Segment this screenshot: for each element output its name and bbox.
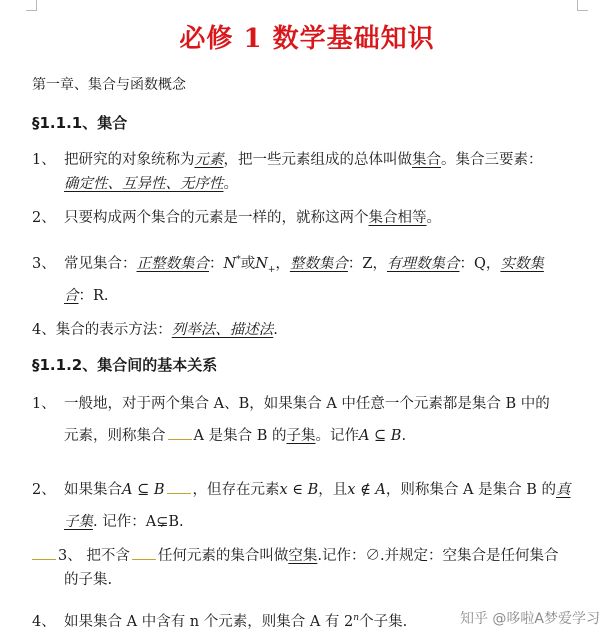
term-equal-sets: 集合相等: [368, 210, 427, 226]
term-reals: 实数集: [500, 256, 544, 272]
page-corner-mark-left: [26, 0, 37, 11]
watermark: 知乎 @哆啦A梦爱学习: [459, 611, 600, 627]
item-number: 1、: [32, 396, 56, 412]
page-title: 必修 1 数学基础知识: [179, 24, 435, 54]
item-number: 3、: [32, 256, 56, 272]
fill-blank: [168, 429, 192, 440]
term-representation-methods: 列举法、描述法: [171, 322, 274, 338]
fill-blank: [32, 549, 56, 560]
item-text-line: 的子集.: [64, 572, 113, 588]
item-text-line: 子集. 记作：A⊊B.: [64, 514, 184, 530]
item-text-line: 确定性、互异性、无序性。: [64, 176, 238, 192]
item-text-line: 常见集合：正整数集合：N*或$N_+$，整数集合：Z，有理数集合：Q，实数集: [64, 255, 544, 275]
fill-blank: [167, 483, 191, 494]
item-text-line: 合：R.: [64, 288, 109, 304]
term-set: 集合: [412, 152, 441, 168]
section-heading-1-1-1: §1.1.1、集合: [32, 114, 128, 132]
term-rationals: 有理数集合: [387, 256, 460, 272]
chapter-heading: 第一章、集合与函数概念: [32, 77, 186, 93]
page-corner-mark-right: [577, 0, 588, 11]
term-element: 元素: [194, 152, 224, 168]
item-text-line: 一般地，对于两个集合 A、B，如果集合 A 中任意一个元素都是集合 B 中的: [64, 396, 550, 412]
list-item: 4、集合的表示方法：列举法、描述法.: [32, 322, 278, 338]
item-text-line: 只要构成两个集合的元素是一样的，就称这两个集合相等。: [64, 210, 441, 226]
item-number: 1、: [32, 152, 56, 168]
item-number: 4、: [32, 614, 56, 630]
item-number: 2、: [32, 482, 56, 498]
term-proper: 真: [555, 482, 571, 498]
term-integers: 整数集合: [289, 256, 348, 272]
item-text-line: 元素，则称集合 A 是集合 B 的子集。记作A ⊆ B.: [64, 428, 407, 444]
item-text-line: 3、 把不含 任何元素的集合叫做空集.记作：∅.并规定：空集合是任何集合: [32, 544, 559, 565]
item-number: 2、: [32, 210, 56, 226]
fill-blank: [132, 549, 156, 560]
item-text-line: 如果集合A ⊆ B ，但存在元素x ∈ B，且x ∉ A，则称集合 A 是集合 B 的真: [64, 482, 571, 498]
term-proper-subset: 子集: [64, 514, 93, 530]
term-three-properties: 确定性、互异性、无序性: [64, 176, 224, 192]
term-empty-set: 空集: [288, 548, 318, 564]
term-positive-integers: 正整数集合: [136, 256, 209, 272]
section-heading-1-1-2: §1.1.2、集合间的基本关系: [32, 356, 218, 374]
item-text-line: 把研究的对象统称为元素，把一些元素组成的总体叫做集合。集合三要素：: [64, 152, 543, 168]
item-text-line: 如果集合 A 中含有 n 个元素，则集合 A 有 2$^n$个子集.: [64, 613, 408, 630]
term-subset: 子集: [286, 428, 316, 444]
